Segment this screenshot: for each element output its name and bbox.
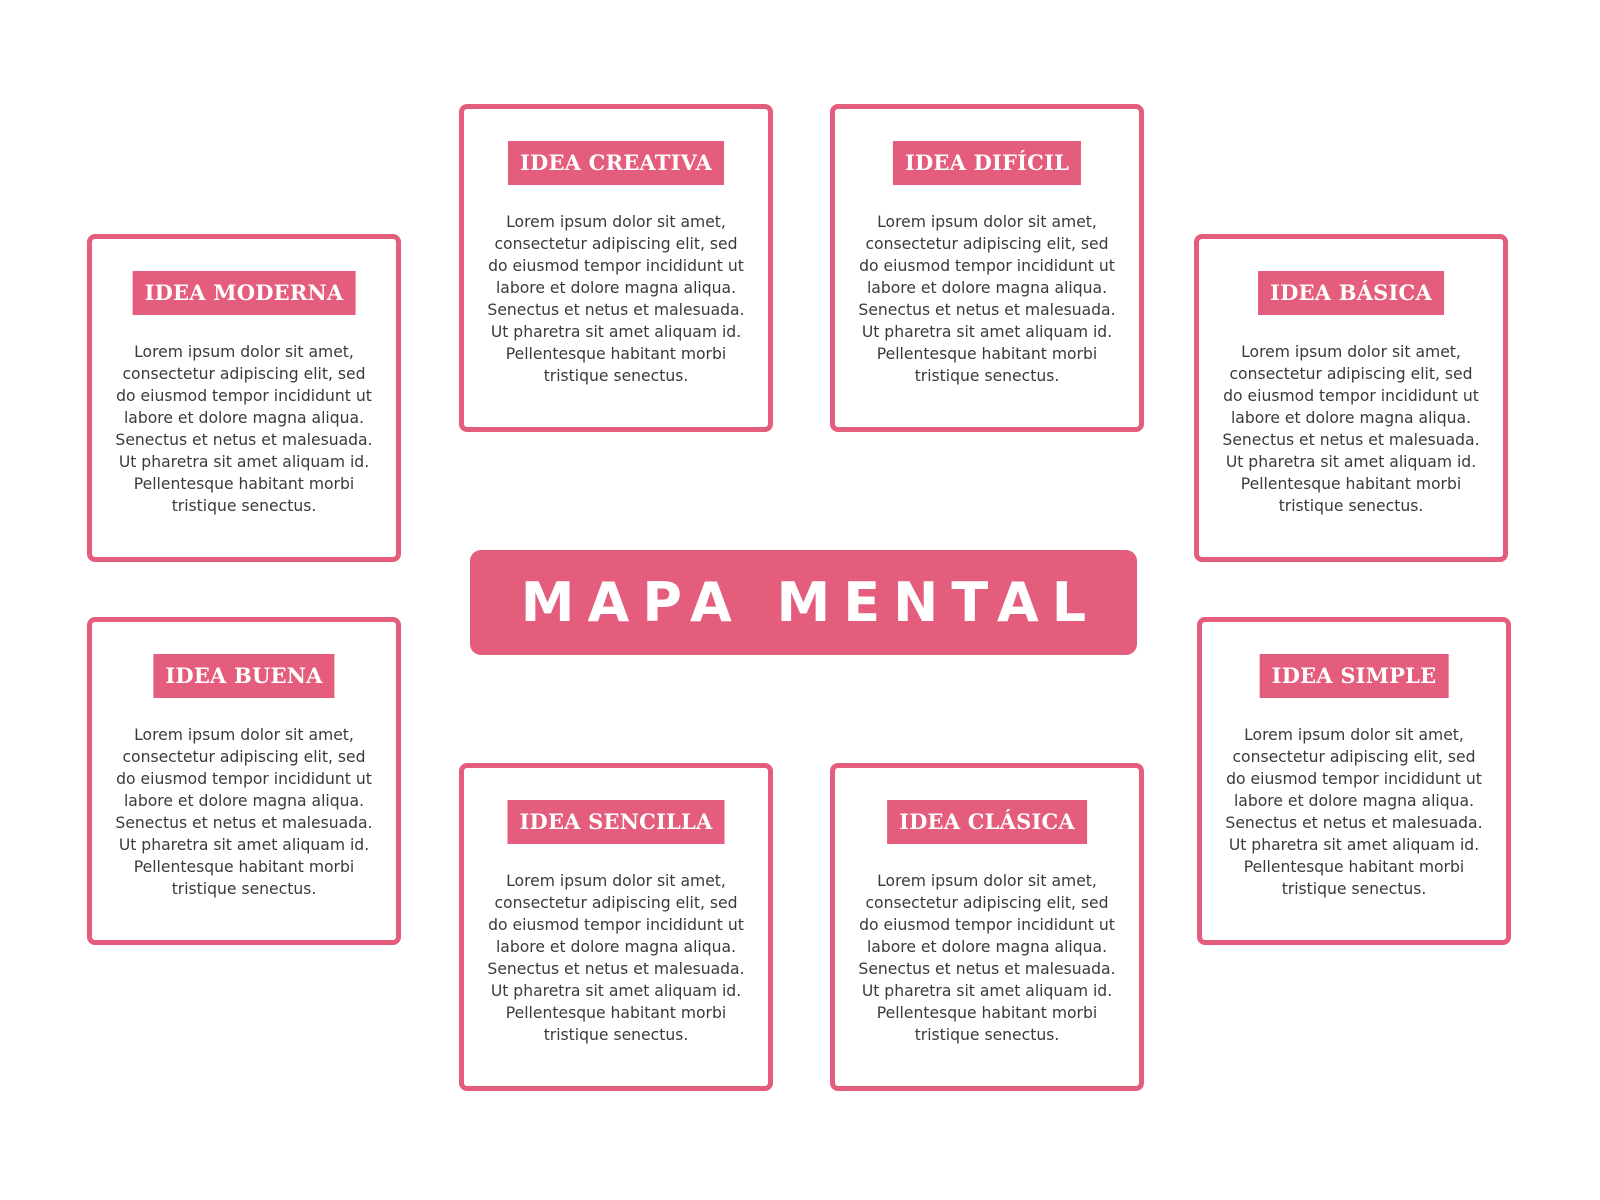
idea-card-sencilla [459,763,773,1091]
idea-card-text: Lorem ipsum dolor sit amet, consectetur adipiscing elit, sed do eiusmod tempor incididunt ut labore et dolore magna aliqua. Senectus et netus et malesuada. Ut pharetra sit amet aliquam id. Pellentesque habitant morbi tristique senectus. [1225,726,1483,898]
idea-card-title: IDEA SIMPLE [1260,654,1449,698]
idea-card-buena [87,617,401,945]
central-topic-banner: MAPA MENTAL [470,550,1137,655]
idea-card-title: IDEA BÁSICA [1258,271,1444,315]
idea-card-text: Lorem ipsum dolor sit amet, consectetur adipiscing elit, sed do eiusmod tempor incididunt ut labore et dolore magna aliqua. Senectus et netus et malesuada. Ut pharetra sit amet aliquam id. Pellentesque habitant morbi tristique senectus. [858,213,1116,385]
idea-card-text: Lorem ipsum dolor sit amet, consectetur adipiscing elit, sed do eiusmod tempor incididunt ut labore et dolore magna aliqua. Senectus et netus et malesuada. Ut pharetra sit amet aliquam id. Pellentesque habitant morbi tristique senectus. [1222,343,1480,515]
idea-card-moderna [87,234,401,562]
idea-card-clasica [830,763,1144,1091]
idea-card-text: Lorem ipsum dolor sit amet, consectetur adipiscing elit, sed do eiusmod tempor incididunt ut labore et dolore magna aliqua. Senectus et netus et malesuada. Ut pharetra sit amet aliquam id. Pellentesque habitant morbi tristique senectus. [487,872,745,1044]
idea-card-title: IDEA MODERNA [133,271,356,315]
idea-card-title: IDEA SENCILLA [508,800,725,844]
idea-card-title: IDEA DIFÍCIL [893,141,1081,185]
idea-card-simple [1197,617,1511,945]
idea-card-title: IDEA CREATIVA [508,141,724,185]
idea-card-text: Lorem ipsum dolor sit amet, consectetur adipiscing elit, sed do eiusmod tempor incididunt ut labore et dolore magna aliqua. Senectus et netus et malesuada. Ut pharetra sit amet aliquam id. Pellentesque habitant morbi tristique senectus. [115,343,373,515]
idea-card-creativa [459,104,773,432]
idea-card-text: Lorem ipsum dolor sit amet, consectetur adipiscing elit, sed do eiusmod tempor incididunt ut labore et dolore magna aliqua. Senectus et netus et malesuada. Ut pharetra sit amet aliquam id. Pellentesque habitant morbi tristique senectus. [858,872,1116,1044]
idea-card-title: IDEA BUENA [153,654,334,698]
idea-card-title: IDEA CLÁSICA [887,800,1087,844]
idea-card-text: Lorem ipsum dolor sit amet, consectetur adipiscing elit, sed do eiusmod tempor incididunt ut labore et dolore magna aliqua. Senectus et netus et malesuada. Ut pharetra sit amet aliquam id. Pellentesque habitant morbi tristique senectus. [487,213,745,385]
idea-card-dificil [830,104,1144,432]
idea-card-basica [1194,234,1508,562]
idea-card-text: Lorem ipsum dolor sit amet, consectetur adipiscing elit, sed do eiusmod tempor incididunt ut labore et dolore magna aliqua. Senectus et netus et malesuada. Ut pharetra sit amet aliquam id. Pellentesque habitant morbi tristique senectus. [115,726,373,898]
